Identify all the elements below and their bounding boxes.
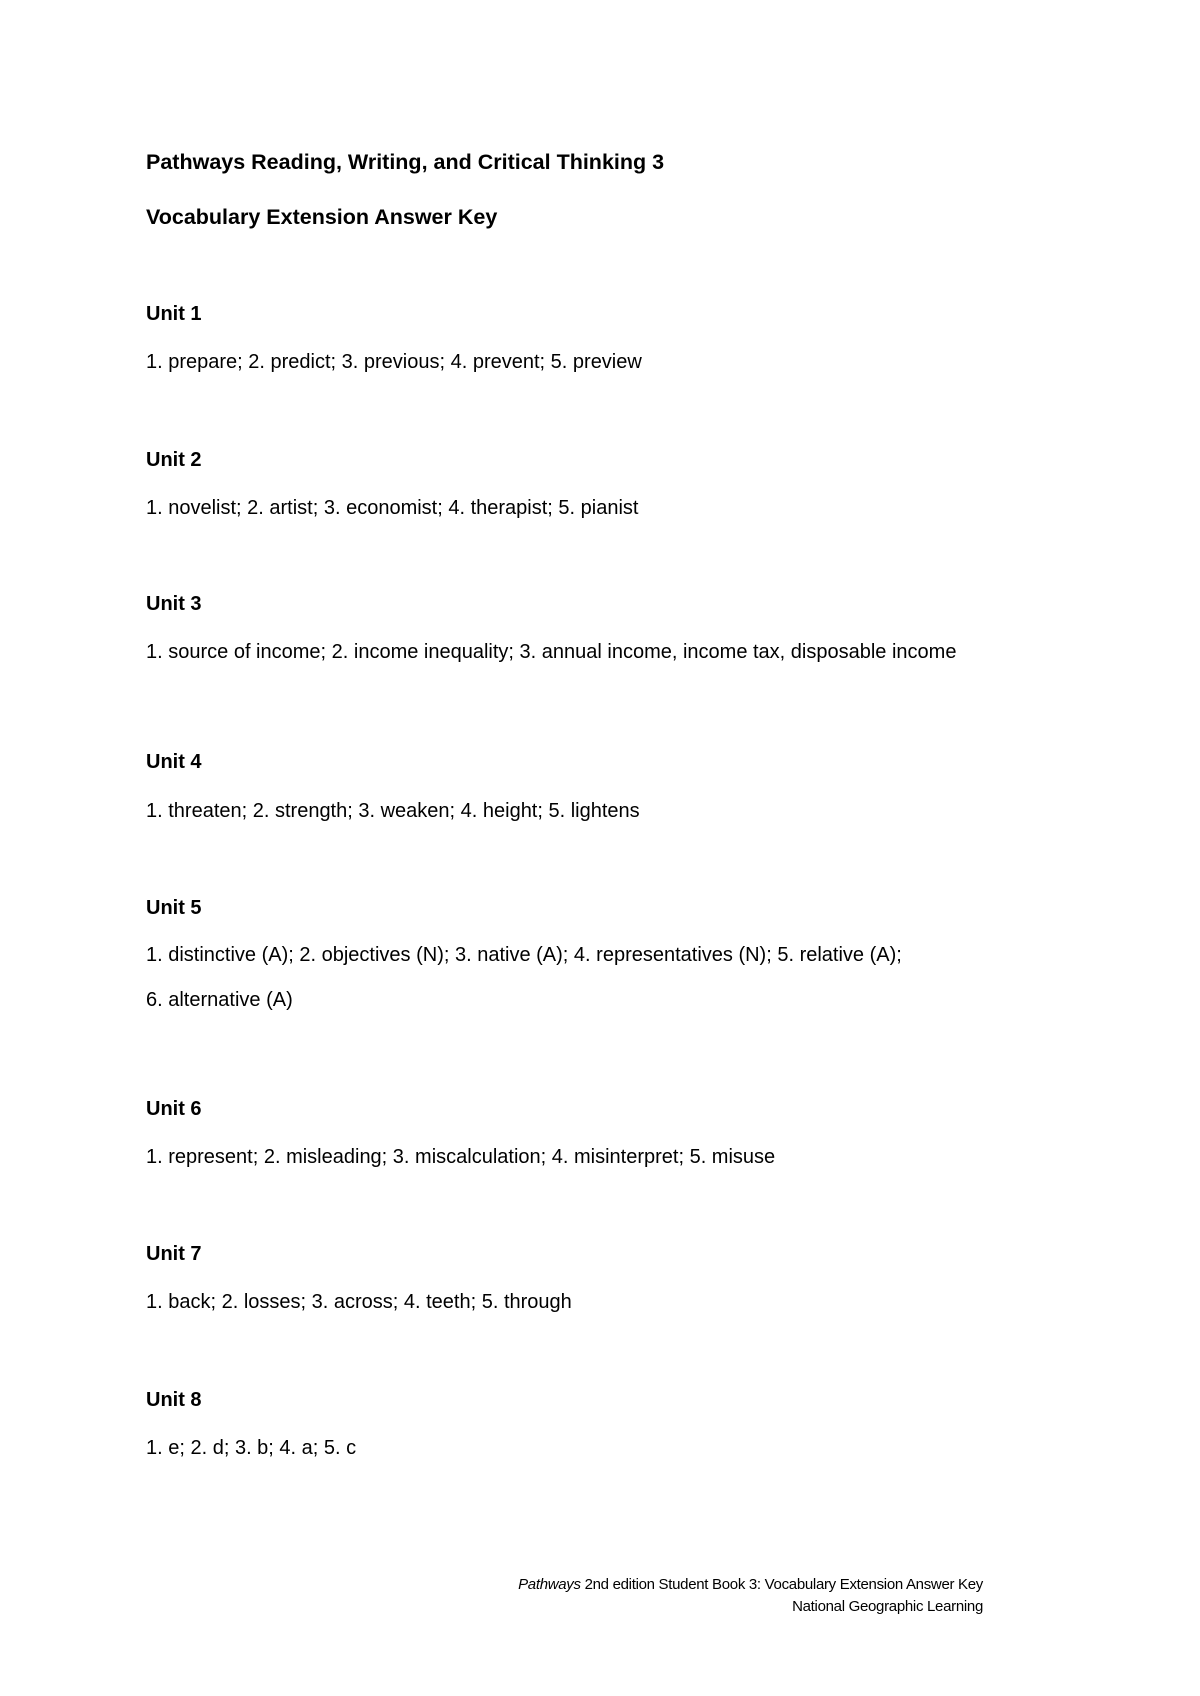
unit-heading: Unit 2	[146, 449, 202, 471]
unit-answers: 1. represent; 2. misleading; 3. miscalculation; 4. misinterpret; 5. misuse	[146, 1146, 776, 1168]
unit-answers: 1. source of income; 2. income inequality; 3. annual income, income tax, disposable income	[146, 641, 957, 663]
unit-heading: Unit 8	[146, 1389, 202, 1411]
unit-answers: 1. threaten; 2. strength; 3. weaken; 4. height; 5. lightens	[146, 800, 640, 822]
unit-heading: Unit 5	[146, 897, 202, 919]
unit-answers: 1. e; 2. d; 3. b; 4. a; 5. c	[146, 1437, 357, 1459]
footer-italic-title: Pathways	[518, 1576, 581, 1593]
footer-line-2: National Geographic Learning	[792, 1598, 983, 1615]
unit-heading: Unit 3	[146, 593, 202, 615]
footer-line-1-text: 2nd edition Student Book 3: Vocabulary Extension Answer Key	[580, 1576, 983, 1593]
unit-heading: Unit 4	[146, 751, 202, 773]
footer-line-1	[518, 1575, 983, 1595]
document-title: Pathways Reading, Writing, and Critical Thinking 3	[146, 150, 665, 174]
unit-heading: Unit 7	[146, 1243, 202, 1265]
unit-answers: 1. back; 2. losses; 3. across; 4. teeth; 5. through	[146, 1291, 572, 1313]
unit-answers-continued: 6. alternative (A)	[146, 989, 293, 1011]
unit-answers: 1. distinctive (A); 2. objectives (N); 3. native (A); 4. representatives (N); 5. relative (A);	[146, 944, 902, 966]
document-subtitle: Vocabulary Extension Answer Key	[146, 205, 498, 229]
unit-answers: 1. prepare; 2. predict; 3. previous; 4. prevent; 5. preview	[146, 351, 642, 373]
unit-heading: Unit 1	[146, 303, 202, 325]
unit-heading: Unit 6	[146, 1098, 202, 1120]
unit-answers: 1. novelist; 2. artist; 3. economist; 4. therapist; 5. pianist	[146, 497, 639, 519]
